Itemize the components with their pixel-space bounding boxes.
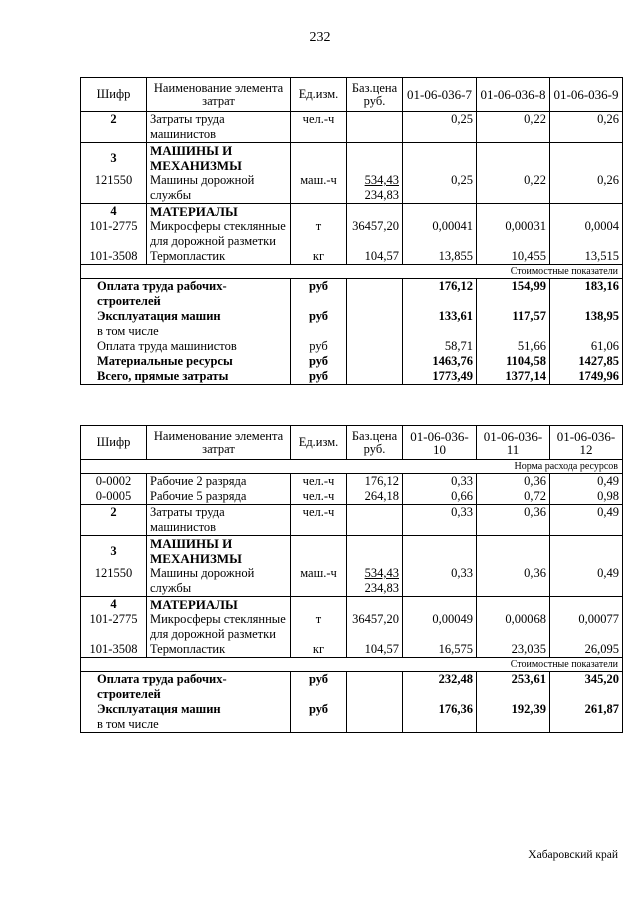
cost-name-line2: строителей <box>97 687 161 701</box>
cost-name <box>81 702 291 733</box>
cell-name-line1: Микросферы стеклянные <box>150 612 286 626</box>
cell-code: 101-3508 <box>81 642 147 658</box>
cell-value: 26,095 <box>550 642 623 658</box>
cell-price: 104,57 <box>347 249 403 265</box>
cell-name-line1: Машины дорожной <box>150 566 255 580</box>
cell-name <box>147 505 291 536</box>
cell-code: 101-3508 <box>81 249 147 265</box>
norm-subheader-row <box>81 460 623 474</box>
cost-value: 1377,14 <box>477 369 550 385</box>
resource-table-1 <box>80 77 623 385</box>
cost-value: 133,61 <box>403 309 477 339</box>
header-name-line1: Наименование элемента <box>153 428 284 443</box>
cost-value: 192,39 <box>477 702 550 733</box>
cost-value: 232,48 <box>403 672 477 703</box>
table-row <box>81 219 623 249</box>
cell-price <box>347 173 403 204</box>
cell-name: Термопластик <box>147 642 291 658</box>
cell-price: 176,12 <box>347 474 403 490</box>
cell-price-line2: 234,83 <box>364 188 399 202</box>
cost-name-line1: Оплата труда рабочих- <box>97 279 227 293</box>
cell-name-line1: Затраты труда <box>150 112 225 126</box>
cell-name-line1: Микросферы стеклянные <box>150 219 286 233</box>
section-row-materials <box>81 597 623 613</box>
table-row <box>81 642 623 658</box>
header-name-line2: затрат <box>202 93 235 108</box>
cell-value: 0,33 <box>403 566 477 597</box>
cell-name <box>147 173 291 204</box>
cell-value: 0,36 <box>477 474 550 490</box>
cell-value: 0,49 <box>550 566 623 597</box>
cell-price <box>347 112 403 143</box>
cell-value: 0,22 <box>477 173 550 204</box>
table-row <box>81 112 623 143</box>
header-col1: 01-06-036-7 <box>403 78 477 112</box>
cost-name: Оплата труда машинистов <box>81 339 291 354</box>
cost-unit: руб <box>291 339 347 354</box>
cell-price-line1: 534,43 <box>364 173 399 187</box>
cost-value: 1104,58 <box>477 354 550 369</box>
cell-name <box>147 219 291 249</box>
cell-value: 10,455 <box>477 249 550 265</box>
header-price-line2: руб. <box>363 441 386 456</box>
cost-value: 1773,49 <box>403 369 477 385</box>
table-row <box>81 612 623 642</box>
header-price-line2: руб. <box>363 93 386 108</box>
cost-subheader-row <box>81 265 623 279</box>
cell-value: 0,22 <box>477 112 550 143</box>
cost-unit: руб <box>291 702 347 733</box>
cost-name-line2: строителей <box>97 294 161 308</box>
cell-code: 4 <box>81 204 147 220</box>
cost-unit: руб <box>291 369 347 385</box>
resource-table-2 <box>80 425 623 733</box>
table-header-row <box>81 78 623 112</box>
cell-unit: т <box>291 219 347 249</box>
section-row-machines <box>81 143 623 174</box>
cell-unit: чел.-ч <box>291 474 347 490</box>
cost-value: 176,36 <box>403 702 477 733</box>
cost-value: 138,95 <box>550 309 623 339</box>
section-title-line1: МАШИНЫ И <box>150 536 233 551</box>
cost-name-line1: Оплата труда рабочих- <box>97 672 227 686</box>
section-title: МАТЕРИАЛЫ <box>147 204 291 220</box>
cell-value: 13,855 <box>403 249 477 265</box>
cell-unit: чел.-ч <box>291 489 347 505</box>
cell-name <box>147 112 291 143</box>
header-price <box>347 426 403 460</box>
table-row <box>81 474 623 490</box>
cost-value: 183,16 <box>550 279 623 310</box>
header-price <box>347 78 403 112</box>
section-title-line2: МЕХАНИЗМЫ <box>150 158 242 173</box>
cell-code: 4 <box>81 597 147 613</box>
cell-value: 0,26 <box>550 112 623 143</box>
cost-unit: руб <box>291 309 347 339</box>
footer-region: Хабаровский край <box>528 849 618 861</box>
cell-price-line1: 534,43 <box>364 566 399 580</box>
cost-subheader-row <box>81 658 623 672</box>
header-col3: 01-06-036-9 <box>550 78 623 112</box>
cell-name <box>147 612 291 642</box>
cell-unit: кг <box>291 642 347 658</box>
cost-name-line2: в том числе <box>97 717 159 731</box>
cell-name <box>147 566 291 597</box>
cost-value: 1463,76 <box>403 354 477 369</box>
header-unit: Ед.изм. <box>291 78 347 112</box>
cell-code: 3 <box>81 536 147 567</box>
cell-value: 0,33 <box>403 474 477 490</box>
section-title <box>147 536 291 567</box>
cell-value: 23,035 <box>477 642 550 658</box>
cell-name: Рабочие 5 разряда <box>147 489 291 505</box>
cost-unit: руб <box>291 354 347 369</box>
cell-code: 0-0002 <box>81 474 147 490</box>
cost-row <box>81 339 623 354</box>
cost-subheader: Стоимостные показатели <box>81 265 623 279</box>
header-col1: 01-06-036-10 <box>403 426 477 460</box>
cell-price <box>347 566 403 597</box>
cost-value: 58,71 <box>403 339 477 354</box>
section-title <box>147 143 291 174</box>
cost-name-line1: Эксплуатация машин <box>97 309 221 323</box>
header-code: Шифр <box>81 78 147 112</box>
cost-row <box>81 702 623 733</box>
cost-name <box>81 672 291 703</box>
cost-value: 253,61 <box>477 672 550 703</box>
cell-code: 101-2775 <box>81 612 147 642</box>
table-row <box>81 566 623 597</box>
cell-value: 0,0004 <box>550 219 623 249</box>
header-name-line1: Наименование элемента <box>153 80 284 95</box>
header-name <box>147 78 291 112</box>
cell-value: 0,00049 <box>403 612 477 642</box>
cell-code: 3 <box>81 143 147 174</box>
cell-value: 0,36 <box>477 566 550 597</box>
cost-unit: руб <box>291 672 347 703</box>
cell-code: 121550 <box>81 173 147 204</box>
cost-name <box>81 309 291 339</box>
table-row <box>81 249 623 265</box>
header-name-line2: затрат <box>202 441 235 456</box>
cost-row-total <box>81 369 623 385</box>
section-row-materials <box>81 204 623 220</box>
norm-subheader: Норма расхода ресурсов <box>81 460 623 474</box>
header-name <box>147 426 291 460</box>
cell-value: 0,00077 <box>550 612 623 642</box>
cell-value: 0,00041 <box>403 219 477 249</box>
cell-value: 0,66 <box>403 489 477 505</box>
cost-value: 61,06 <box>550 339 623 354</box>
cell-unit: маш.-ч <box>291 173 347 204</box>
header-price-line1: Баз.цена <box>351 428 398 443</box>
cell-unit: кг <box>291 249 347 265</box>
section-title-line2: МЕХАНИЗМЫ <box>150 551 242 566</box>
cost-value: 345,20 <box>550 672 623 703</box>
cell-name-line2: службы <box>150 188 192 202</box>
header-col2: 01-06-036-8 <box>477 78 550 112</box>
cell-value: 0,33 <box>403 505 477 536</box>
cell-name-line1: Машины дорожной <box>150 173 255 187</box>
cell-name-line2: службы <box>150 581 192 595</box>
cost-name <box>81 279 291 310</box>
table-header-row <box>81 426 623 460</box>
cell-value: 0,49 <box>550 505 623 536</box>
header-col2: 01-06-036-11 <box>477 426 550 460</box>
cell-code: 2 <box>81 505 147 536</box>
cell-name-line2: машинистов <box>150 127 217 141</box>
cost-name-line1: Эксплуатация машин <box>97 702 221 716</box>
cell-name: Рабочие 2 разряда <box>147 474 291 490</box>
cost-unit: руб <box>291 279 347 310</box>
cell-name-line2: машинистов <box>150 520 217 534</box>
cell-value: 0,49 <box>550 474 623 490</box>
cell-name-line2: для дорожной разметки <box>150 234 276 248</box>
cell-value: 0,25 <box>403 173 477 204</box>
cost-value: 1427,85 <box>550 354 623 369</box>
cell-value: 13,515 <box>550 249 623 265</box>
cell-price: 36457,20 <box>347 612 403 642</box>
section-title: МАТЕРИАЛЫ <box>147 597 291 613</box>
section-title-line1: МАШИНЫ И <box>150 143 233 158</box>
cost-row <box>81 309 623 339</box>
cost-value: 51,66 <box>477 339 550 354</box>
page-number: 232 <box>309 30 331 45</box>
table-row <box>81 489 623 505</box>
cell-value: 0,98 <box>550 489 623 505</box>
cell-unit: чел.-ч <box>291 505 347 536</box>
section-row-machines <box>81 536 623 567</box>
cell-value: 0,25 <box>403 112 477 143</box>
cell-code: 2 <box>81 112 147 143</box>
cell-value: 0,00031 <box>477 219 550 249</box>
cell-value: 0,36 <box>477 505 550 536</box>
cost-value: 1749,96 <box>550 369 623 385</box>
cost-name-line2: в том числе <box>97 324 159 338</box>
cell-price-line2: 234,83 <box>364 581 399 595</box>
cell-value: 0,72 <box>477 489 550 505</box>
cell-value: 16,575 <box>403 642 477 658</box>
cell-unit: чел.-ч <box>291 112 347 143</box>
table-row <box>81 505 623 536</box>
cost-name: Материальные ресурсы <box>81 354 291 369</box>
cell-name: Термопластик <box>147 249 291 265</box>
header-code: Шифр <box>81 426 147 460</box>
cell-price: 104,57 <box>347 642 403 658</box>
cost-value: 261,87 <box>550 702 623 733</box>
header-col3: 01-06-036-12 <box>550 426 623 460</box>
cost-row <box>81 279 623 310</box>
cost-value: 154,99 <box>477 279 550 310</box>
table-row <box>81 173 623 204</box>
cell-code: 101-2775 <box>81 219 147 249</box>
cost-name: Всего, прямые затраты <box>81 369 291 385</box>
cell-name-line2: для дорожной разметки <box>150 627 276 641</box>
cell-value: 0,26 <box>550 173 623 204</box>
header-unit: Ед.изм. <box>291 426 347 460</box>
cost-value: 117,57 <box>477 309 550 339</box>
cell-code: 0-0005 <box>81 489 147 505</box>
cell-unit: маш.-ч <box>291 566 347 597</box>
cost-subheader: Стоимостные показатели <box>81 658 623 672</box>
cell-code: 121550 <box>81 566 147 597</box>
cell-price: 264,18 <box>347 489 403 505</box>
cell-name-line1: Затраты труда <box>150 505 225 519</box>
cell-price <box>347 505 403 536</box>
cell-unit: т <box>291 612 347 642</box>
cell-price: 36457,20 <box>347 219 403 249</box>
cell-value: 0,00068 <box>477 612 550 642</box>
header-price-line1: Баз.цена <box>351 80 398 95</box>
cost-value: 176,12 <box>403 279 477 310</box>
cost-row <box>81 354 623 369</box>
cost-row <box>81 672 623 703</box>
